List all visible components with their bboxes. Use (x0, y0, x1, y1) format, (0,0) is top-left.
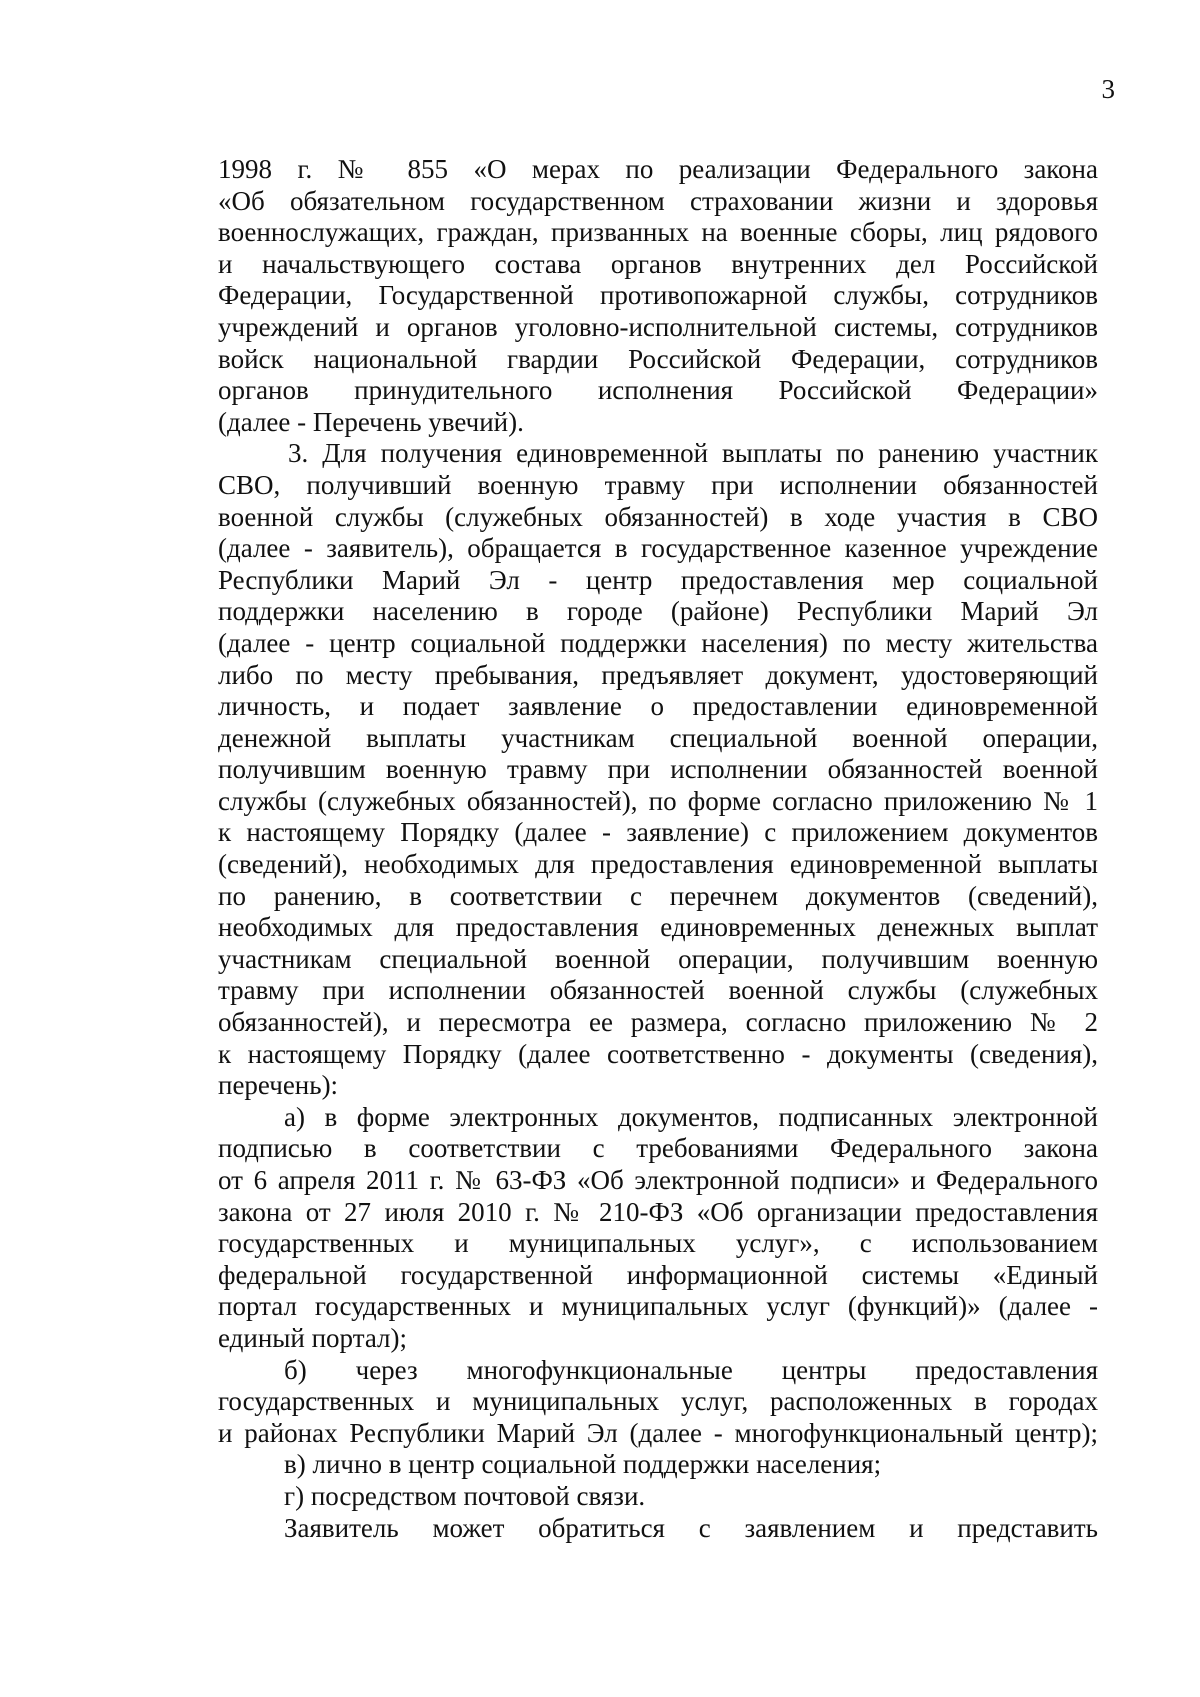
text-line: Федерации, Государственной противопожарной службы, сотрудников (218, 280, 1098, 311)
text-line: службы (служебных обязанностей), по форме согласно приложению № 1 (218, 785, 1098, 816)
text-line: поддержки населению в городе (районе) Республики Марий Эл (218, 596, 1098, 627)
text-line: войск национальной гвардии Российской Федерации, сотрудников (218, 343, 1098, 374)
page-number: 3 (1101, 74, 1115, 104)
text-line: участникам специальной военной операции, получившим военную (218, 943, 1098, 974)
text-line: государственных и муниципальных услуг», с использованием (218, 1228, 1098, 1259)
text-line: подписью в соответствии с требованиями Федерального закона (218, 1133, 1098, 1164)
text-line: единый портал); (218, 1322, 408, 1353)
text-line: Республики Марий Эл - центр предоставления мер социальной (218, 564, 1098, 595)
text-line: федеральной государственной информационной системы «Единый (218, 1259, 1098, 1290)
text-line: получившим военную травму при исполнении обязанностей военной (218, 754, 1098, 785)
text-line: перечень): (218, 1070, 339, 1101)
text-line: денежной выплаты участникам специальной военной операции, (218, 722, 1098, 753)
text-line: 1998 г. № 855 «О мерах по реализации Федерального закона (218, 154, 1098, 184)
text-line: и районах Республики Марий Эл (далее - многофункциональный центр); (218, 1417, 1098, 1448)
text-line: (сведений), необходимых для предоставления единовременной выплаты (218, 849, 1098, 880)
text-line: учреждений и органов уголовно-исполнительной системы, сотрудников (218, 311, 1098, 342)
text-line: к настоящему Порядку (далее - заявление) с приложением документов (218, 817, 1098, 848)
text-line: по ранению, в соответствии с перечнем документов (сведений), (218, 880, 1098, 911)
text-line: (далее - центр социальной поддержки населения) по месту жительства (218, 627, 1098, 658)
document-body (218, 154, 1098, 1544)
text-line: «Об обязательном государственном страховании жизни и здоровья (218, 185, 1098, 216)
text-line: и начальствующего состава органов внутренних дел Российской (218, 248, 1098, 279)
text-line: либо по месту пребывания, предъявляет документ, удостоверяющий (218, 659, 1098, 690)
list-item-b-line: б) через многофункциональные центры предоставления (284, 1354, 1098, 1385)
text-line: обязанностей), и пересмотра ее размера, согласно приложению № 2 (218, 1007, 1098, 1038)
list-item-a-line: а) в форме электронных документов, подписанных электронной (284, 1101, 1098, 1132)
list-item-d-line: г) посредством почтовой связи. (284, 1480, 646, 1511)
text-line: необходимых для предоставления единовременных денежных выплат (218, 912, 1098, 943)
text-line: портал государственных и муниципальных услуг (функций)» (далее - (218, 1291, 1098, 1322)
text-line: военной службы (служебных обязанностей) в ходе участия в СВО (218, 501, 1098, 532)
text-line: к настоящему Порядку (далее соответственно - документы (сведения), (218, 1038, 1098, 1069)
paragraph-start-line: 3. Для получения единовременной выплаты по ранению участник (288, 438, 1098, 469)
text-line: от 6 апреля 2011 г. № 63-ФЗ «Об электронной подписи» и Федерального (218, 1165, 1098, 1195)
paragraph-start-line: Заявитель может обратиться с заявлением и представить (284, 1512, 1098, 1543)
text-line: государственных и муниципальных услуг, расположенных в городах (218, 1386, 1098, 1417)
text-line: закона от 27 июля 2010 г. № 210-ФЗ «Об организации предоставления (218, 1196, 1098, 1227)
text-line: (далее - заявитель), обращается в государственное казенное учреждение (218, 533, 1098, 564)
text-line: органов принудительного исполнения Российской Федерации» (218, 375, 1098, 406)
text-line: СВО, получивший военную травму при исполнении обязанностей (218, 469, 1098, 500)
text-line: личность, и подает заявление о предоставлении единовременной (218, 691, 1098, 722)
text-line: (далее - Перечень увечий). (218, 406, 524, 437)
list-item-c-line: в) лично в центр социальной поддержки населения; (284, 1449, 882, 1480)
text-line: травму при исполнении обязанностей военной службы (служебных (218, 975, 1098, 1006)
text-line: военнослужащих, граждан, призванных на военные сборы, лиц рядового (218, 217, 1098, 248)
